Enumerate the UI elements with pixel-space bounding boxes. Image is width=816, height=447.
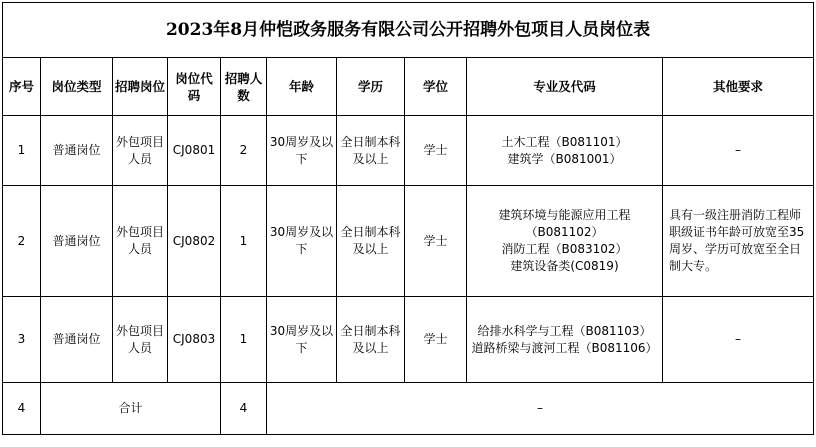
total-seq: 4: [3, 383, 41, 435]
cell-count: 1: [221, 297, 267, 383]
cell-seq: 2: [3, 186, 41, 297]
header-seq: 序号: [3, 58, 41, 116]
cell-seq: 1: [3, 116, 41, 186]
major-line: 道路桥梁与渡河工程（B081106）: [471, 340, 658, 355]
major-line: 建筑环境与能源应用工程: [498, 208, 631, 222]
cell-name: 外包项目人员: [113, 186, 168, 297]
header-degree: 学位: [405, 58, 467, 116]
header-age: 年龄: [267, 58, 337, 116]
table-row: [3, 116, 814, 186]
cell-edu: 全日制本科及以上: [337, 186, 405, 297]
table-row: [3, 297, 814, 383]
cell-other: –: [663, 297, 814, 383]
header-edu: 学历: [337, 58, 405, 116]
cell-other: –: [663, 116, 814, 186]
cell-major: [467, 297, 663, 383]
header-major: 专业及代码: [467, 58, 663, 116]
cell-seq: 3: [3, 297, 41, 383]
cell-degree: 学士: [405, 297, 467, 383]
cell-age: 30周岁及以下: [267, 186, 337, 297]
major-line: （B081102）: [525, 225, 604, 239]
header-other: 其他要求: [663, 58, 814, 116]
cell-code: CJ0802: [168, 186, 221, 297]
cell-count: 1: [221, 186, 267, 297]
cell-count: 2: [221, 116, 267, 186]
cell-edu: 全日制本科及以上: [337, 297, 405, 383]
header-type: 岗位类型: [41, 58, 113, 116]
total-rest: –: [267, 383, 814, 435]
total-row: [3, 383, 814, 435]
cell-edu: 全日制本科及以上: [337, 116, 405, 186]
major-line: 土木工程（B081101）: [501, 134, 628, 149]
cell-major: [467, 116, 663, 186]
table-title: 2023年8月仲恺政务服务有限公司公开招聘外包项目人员岗位表: [3, 3, 814, 58]
major-line: 消防工程（B083102）: [501, 242, 628, 256]
header-count: 招聘人数: [221, 58, 267, 116]
cell-degree: 学士: [405, 116, 467, 186]
major-line: 建筑学（B081001）: [507, 151, 622, 166]
total-label: 合计: [41, 383, 221, 435]
cell-age: 30周岁及以下: [267, 116, 337, 186]
cell-type: 普通岗位: [41, 186, 113, 297]
cell-degree: 学士: [405, 186, 467, 297]
cell-type: 普通岗位: [41, 116, 113, 186]
cell-age: 30周岁及以下: [267, 297, 337, 383]
header-code: 岗位代码: [168, 58, 221, 116]
header-row: [3, 58, 814, 116]
major-line: 建筑设备类(C0819): [510, 259, 619, 273]
cell-code: CJ0801: [168, 116, 221, 186]
recruitment-table: [2, 2, 814, 435]
table-row: [3, 186, 814, 297]
major-line: 给排水科学与工程（B081103）: [477, 323, 652, 338]
cell-other: 具有一级注册消防工程师职级证书年龄可放宽至35周岁、学历可放宽至全日制大专。: [663, 186, 814, 297]
cell-code: CJ0803: [168, 297, 221, 383]
total-count: 4: [221, 383, 267, 435]
cell-name: 外包项目人员: [113, 116, 168, 186]
cell-major: [467, 186, 663, 297]
header-name: 招聘岗位: [113, 58, 168, 116]
cell-name: 外包项目人员: [113, 297, 168, 383]
cell-type: 普通岗位: [41, 297, 113, 383]
